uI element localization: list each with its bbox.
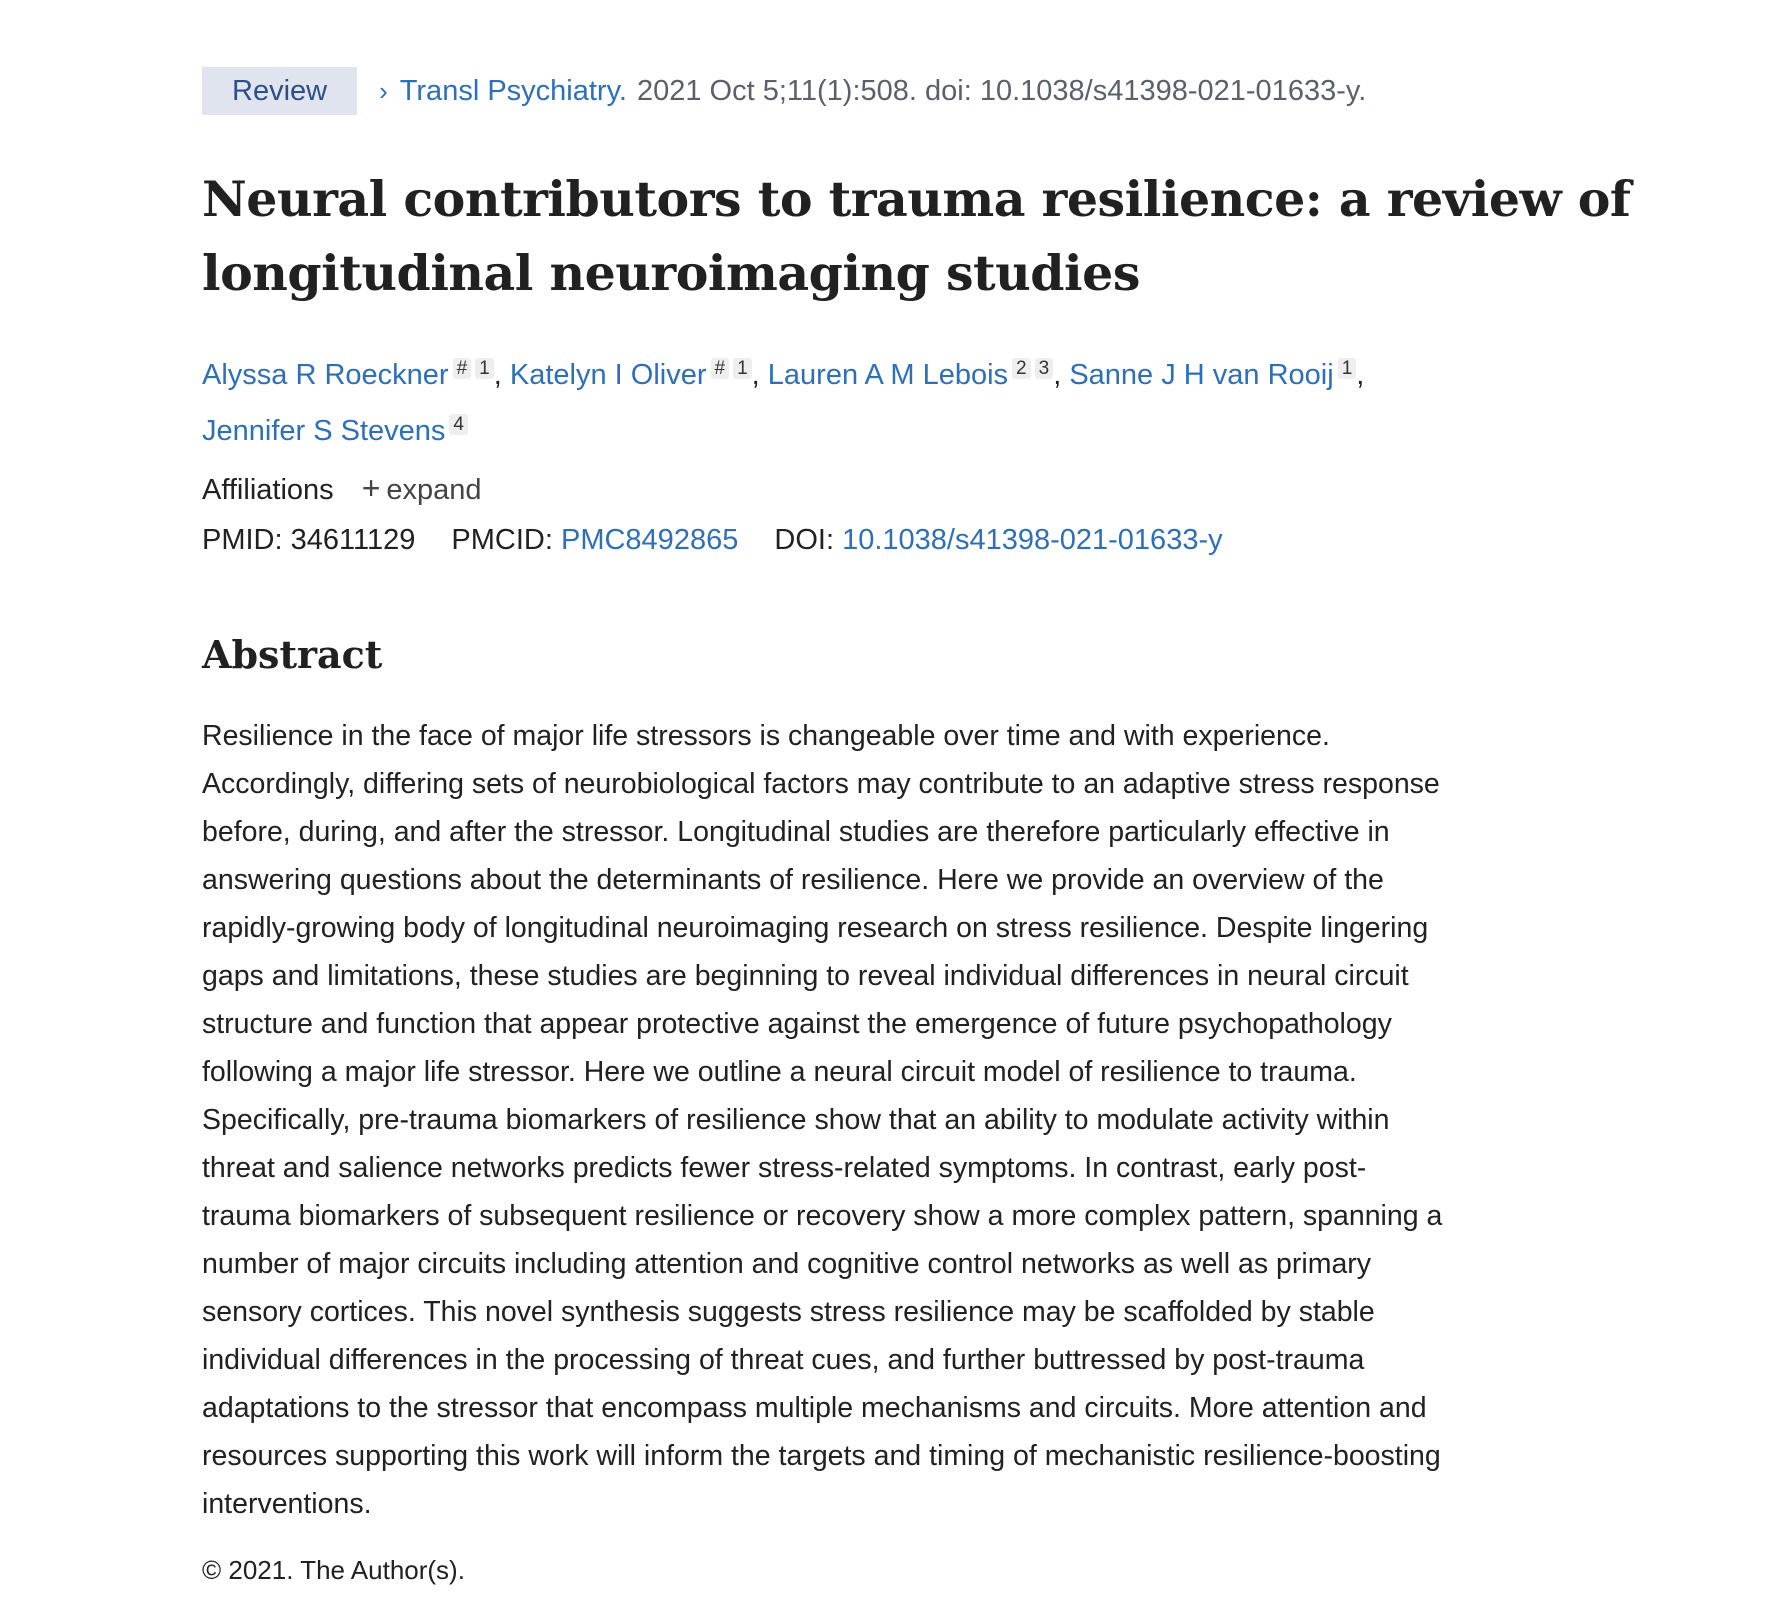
journal-link[interactable]: Transl Psychiatry. <box>399 74 627 107</box>
abstract-line: interventions. <box>202 1488 372 1520</box>
identifiers <box>202 524 1223 557</box>
abstract-line: adaptations to the stressor that encompass multiple mechanisms and circuits. More attention and <box>202 1392 1427 1424</box>
abstract-line: resources supporting this work will inform the targets and timing of mechanistic resilience-boosting <box>202 1440 1441 1472</box>
abstract-heading: Abstract <box>202 632 383 677</box>
pmid-label: PMID: <box>202 524 283 556</box>
affiliation-marker[interactable]: 4 <box>449 414 468 435</box>
doi-link[interactable]: 10.1038/s41398-021-01633-y <box>842 524 1223 556</box>
affiliation-marker[interactable]: 1 <box>733 358 752 379</box>
author-link[interactable]: Katelyn I Oliver <box>509 359 707 391</box>
abstract-line: rapidly-growing body of longitudinal neuroimaging research on stress resilience. Despite lingering <box>202 912 1429 944</box>
affiliations <box>202 470 482 507</box>
pmcid-label: PMCID: <box>451 524 553 556</box>
pmcid-link[interactable]: PMC8492865 <box>560 524 739 556</box>
author-separator: , <box>1356 359 1365 391</box>
affiliation-marker[interactable]: # <box>711 358 730 379</box>
abstract-line: before, during, and after the stressor. Longitudinal studies are therefore particularly effective in <box>202 816 1390 848</box>
copyright: © 2021. The Author(s). <box>202 1555 465 1585</box>
expand-affiliations-button[interactable] <box>342 470 482 506</box>
author-link[interactable]: Jennifer S Stevens <box>202 415 446 447</box>
pmid-value: 34611129 <box>290 524 416 556</box>
abstract-line: following a major life stressor. Here we outline a neural circuit model of resilience to trauma. <box>202 1056 1357 1088</box>
abstract-text <box>202 712 1662 1528</box>
affiliation-marker[interactable]: 2 <box>1012 358 1031 379</box>
citation-details: 2021 Oct 5;11(1):508. doi: 10.1038/s41398-021-01633-y. <box>636 74 1367 107</box>
author-list <box>202 344 1642 456</box>
affiliation-marker[interactable]: 1 <box>475 358 494 379</box>
affiliation-marker[interactable]: # <box>453 358 472 379</box>
citation-line <box>202 67 1366 115</box>
affiliation-marker[interactable]: 1 <box>1338 358 1357 379</box>
abstract-line: individual differences in the processing of threat cues, and further buttressed by post-trauma <box>202 1344 1365 1376</box>
author-link[interactable]: Lauren A M Lebois <box>767 359 1009 391</box>
abstract-line: sensory cortices. This novel synthesis suggests stress resilience may be scaffolded by stable <box>202 1296 1375 1328</box>
expand-label: expand <box>386 474 482 506</box>
abstract-line: trauma biomarkers of subsequent resilience or recovery show a more complex pattern, spanning a <box>202 1200 1443 1232</box>
abstract-line: answering questions about the determinants of resilience. Here we provide an overview of the <box>202 864 1384 896</box>
author-link[interactable]: Sanne J H van Rooij <box>1069 359 1334 391</box>
abstract-line: gaps and limitations, these studies are beginning to reveal individual differences in neural circuit <box>202 960 1409 992</box>
author-link[interactable]: Alyssa R Roeckner <box>202 359 449 391</box>
plus-icon: + <box>361 470 381 506</box>
abstract-line: Resilience in the face of major life stressors is changeable over time and with experience. <box>202 720 1330 752</box>
author-separator: , <box>751 359 768 391</box>
abstract-line: Specifically, pre-trauma biomarkers of resilience show that an ability to modulate activity within <box>202 1104 1390 1136</box>
author-separator: , <box>1053 359 1070 391</box>
abstract-line: structure and function that appear protective against the emergence of future psychopathology <box>202 1008 1392 1040</box>
page-title: Neural contributors to trauma resilience: a review of longitudinal neuroimaging studies <box>202 170 1631 302</box>
doi-label: DOI: <box>774 524 835 556</box>
abstract-line: Accordingly, differing sets of neurobiological factors may contribute to an adaptive stress response <box>202 768 1440 800</box>
affiliation-marker[interactable]: 3 <box>1035 358 1054 379</box>
affiliations-label: Affiliations <box>202 474 334 506</box>
chevron-right-icon: › <box>379 75 388 106</box>
abstract-line: number of major circuits including attention and cognitive control networks as well as primary <box>202 1248 1372 1280</box>
author-separator: , <box>493 359 510 391</box>
abstract-line: threat and salience networks predicts fewer stress-related symptoms. In contrast, early post- <box>202 1152 1367 1184</box>
review-badge: Review <box>202 67 357 115</box>
